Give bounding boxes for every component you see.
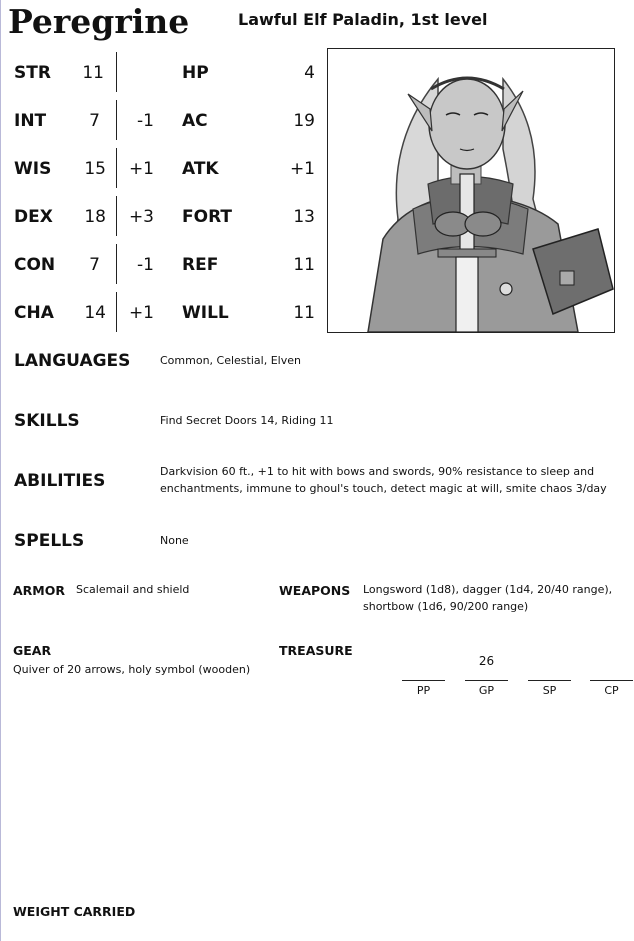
spells-text: None bbox=[160, 534, 189, 547]
stat-mod-con: -1 bbox=[137, 255, 154, 275]
treasure-label: TREASURE bbox=[279, 643, 353, 658]
coin-line-pp bbox=[402, 680, 445, 681]
separator-int bbox=[116, 100, 117, 140]
weapons-text-line2: shortbow (1d6, 90/200 range) bbox=[363, 600, 529, 613]
combat-label-ac: AC bbox=[182, 111, 208, 131]
stat-score-int: 7 bbox=[89, 111, 100, 131]
coin-line-gp bbox=[465, 680, 508, 681]
skills-text: Find Secret Doors 14, Riding 11 bbox=[160, 414, 334, 427]
coin-label-cp: CP bbox=[604, 684, 619, 697]
separator-con bbox=[116, 244, 117, 284]
coin-line-cp bbox=[590, 680, 633, 681]
combat-value-ac: 19 bbox=[293, 111, 315, 131]
weight-carried-label: WEIGHT CARRIED bbox=[13, 904, 136, 919]
abilities-text-line1: Darkvision 60 ft., +1 to hit with bows and swords, 90% resistance to sleep and bbox=[160, 465, 595, 478]
combat-value-atk: +1 bbox=[289, 159, 315, 179]
stat-score-dex: 18 bbox=[84, 207, 106, 227]
languages-label: LANGUAGES bbox=[14, 351, 131, 371]
combat-value-ref: 11 bbox=[293, 255, 315, 275]
combat-label-atk: ATK bbox=[182, 159, 219, 179]
coin-label-sp: SP bbox=[542, 684, 557, 697]
spells-label: SPELLS bbox=[14, 531, 85, 551]
languages-text: Common, Celestial, Elven bbox=[160, 354, 301, 367]
coin-line-sp bbox=[528, 680, 571, 681]
character-name: Peregrine bbox=[8, 2, 190, 41]
stat-score-str: 11 bbox=[82, 63, 104, 83]
stat-score-cha: 14 bbox=[84, 303, 106, 323]
skills-label: SKILLS bbox=[14, 411, 80, 431]
separator-cha bbox=[116, 292, 117, 332]
stat-score-con: 7 bbox=[89, 255, 100, 275]
separator-wis bbox=[116, 148, 117, 188]
combat-label-fort: FORT bbox=[182, 207, 232, 227]
combat-value-hp: 4 bbox=[304, 63, 315, 83]
coin-label-gp: GP bbox=[478, 684, 495, 697]
weapons-label: WEAPONS bbox=[279, 583, 351, 598]
abilities-text-line2: enchantments, immune to ghoul's touch, detect magic at will, smite chaos 3/day bbox=[160, 482, 607, 495]
character-subtitle: Lawful Elf Paladin, 1st level bbox=[238, 10, 488, 29]
combat-label-hp: HP bbox=[182, 63, 209, 83]
combat-label-ref: REF bbox=[182, 255, 219, 275]
gear-label: GEAR bbox=[13, 643, 52, 658]
armor-label: ARMOR bbox=[13, 583, 65, 598]
character-portrait bbox=[327, 48, 615, 333]
abilities-label: ABILITIES bbox=[14, 471, 106, 491]
stat-mod-dex: +3 bbox=[128, 207, 154, 227]
stat-mod-int: -1 bbox=[137, 111, 154, 131]
stat-mod-wis: +1 bbox=[128, 159, 154, 179]
separator-str bbox=[116, 52, 117, 92]
elf-paladin-illustration bbox=[328, 49, 614, 332]
stat-label-wis: WIS bbox=[14, 159, 52, 179]
page-left-rule bbox=[0, 0, 1, 941]
stat-label-int: INT bbox=[14, 111, 47, 131]
stat-label-str: STR bbox=[14, 63, 51, 83]
weapons-text-line1: Longsword (1d8), dagger (1d4, 20/40 range), bbox=[363, 583, 613, 596]
stat-mod-cha: +1 bbox=[128, 303, 154, 323]
combat-value-fort: 13 bbox=[293, 207, 315, 227]
combat-value-will: 11 bbox=[293, 303, 315, 323]
armor-text: Scalemail and shield bbox=[76, 583, 190, 596]
stat-score-wis: 15 bbox=[84, 159, 106, 179]
combat-label-will: WILL bbox=[182, 303, 229, 323]
gear-text: Quiver of 20 arrows, holy symbol (wooden) bbox=[13, 663, 251, 676]
stat-label-con: CON bbox=[14, 255, 56, 275]
stat-label-dex: DEX bbox=[14, 207, 53, 227]
stat-label-cha: CHA bbox=[14, 303, 54, 323]
separator-dex bbox=[116, 196, 117, 236]
coin-value-gp: 26 bbox=[478, 654, 495, 668]
coin-label-pp: PP bbox=[416, 684, 431, 697]
